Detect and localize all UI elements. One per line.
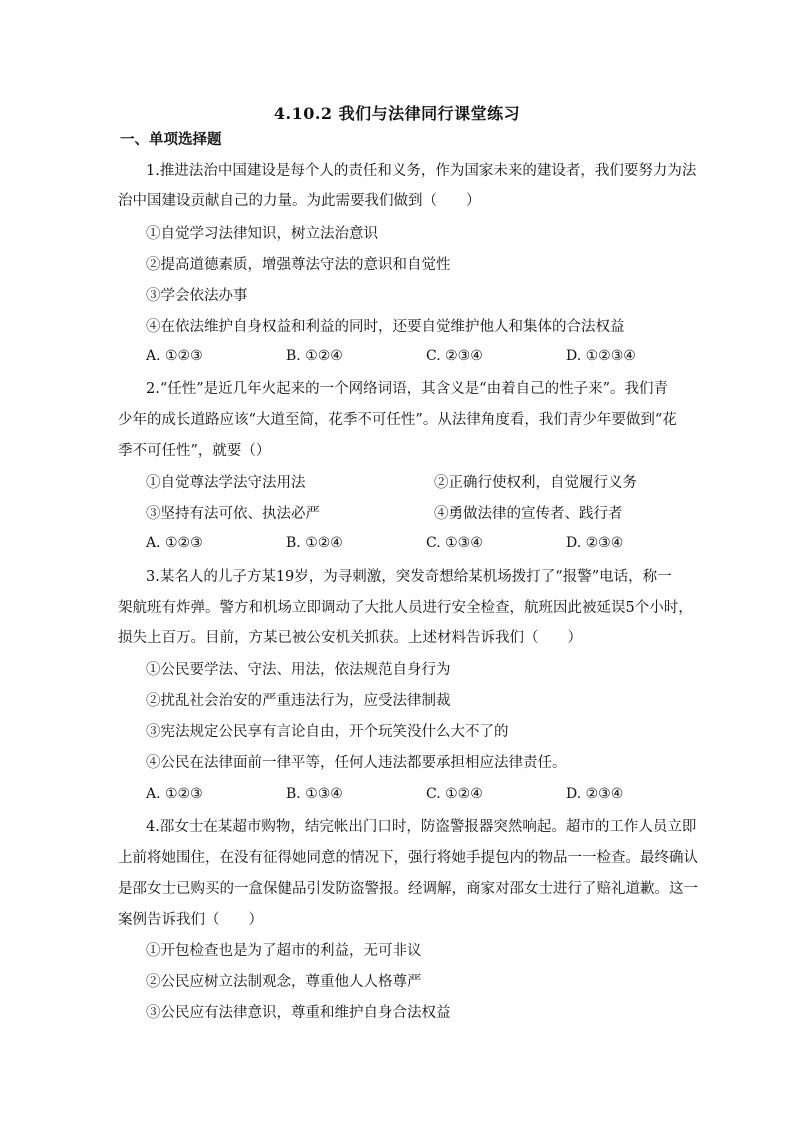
question-2-option-1: ①自觉尊法学法守法用法 [146, 475, 306, 491]
question-4-option-3: ③公民应有法律意识，尊重和维护自身合法权益 [146, 1005, 451, 1021]
question-2-text-cont-2: 季不可任性”，就要（） [118, 443, 271, 459]
answer-d: D. ①②③④ [566, 348, 636, 364]
question-4-text-cont-3: 案例告诉我们（ ） [118, 912, 263, 928]
question-1-answers [146, 348, 666, 368]
question-2-option-2: ②正确行使权利，自觉履行义务 [434, 475, 637, 491]
question-3-text-cont-1: 架航班有炸弹。警方和机场立即调动了大批人员进行安全检查，航班因此被延误5个小时， [118, 600, 693, 616]
question-3-text: 3.某名人的儿子方某19岁，为寻刺激，突发奇想给某机场拨打了“报警”电话，称一 [146, 569, 672, 585]
question-2-option-4: ④勇做法律的宣传者、践行者 [434, 506, 623, 522]
answer-a: A. ①②③ [146, 348, 203, 364]
question-1-option-2: ②提高道德素质，增强尊法守法的意识和自觉性 [146, 257, 451, 273]
question-3-option-4: ④公民在法律面前一律平等，任何人违法都要承担相应法律责任。 [146, 755, 567, 771]
answer-a: A. ①②③ [146, 786, 203, 802]
question-1-text: 1.推进法治中国建设是每个人的责任和义务，作为国家未来的建设者，我们要努力为法 [146, 163, 697, 179]
answer-b: B. ①②④ [286, 348, 343, 364]
question-3-option-3: ③宪法规定公民享有言论自由，开个玩笑没什么大不了的 [146, 724, 509, 740]
answer-b: B. ①③④ [286, 786, 343, 802]
question-3-text-cont-2: 损失上百万。目前，方某已被公安机关抓获。上述材料告诉我们（ ） [118, 630, 582, 646]
answer-c: C. ①③④ [426, 535, 483, 551]
page-title: 4.10.2 我们与法律同行课堂练习 [273, 104, 521, 123]
question-3-option-1: ①公民要学法、守法、用法，依法规范自身行为 [146, 662, 451, 678]
answer-c: C. ①②④ [426, 786, 483, 802]
question-4-text-cont-2: 是邵女士已购买的一盒保健品引发防盗警报。经调解，商家对邵女士进行了赔礼道歉。这一 [118, 881, 698, 897]
question-3-option-2: ②扰乱社会治安的严重违法行为，应受法律制裁 [146, 693, 451, 709]
answer-b: B. ①②④ [286, 535, 343, 551]
question-1-text-cont: 治中国建设贡献自己的力量。为此需要我们做到（ ） [118, 193, 481, 209]
question-1-option-3: ③学会依法办事 [146, 288, 248, 304]
question-1-option-1: ①自觉学习法律知识，树立法治意识 [146, 226, 378, 242]
question-4-text-cont-1: 上前将她围住，在没有征得她同意的情况下，强行将她手提包内的物品一一检查。最终确认 [118, 850, 698, 866]
answer-c: C. ②③④ [426, 348, 483, 364]
question-2-text-cont-1: 少年的成长道路应该“大道至简，花季不可任性”。从法律角度看，我们青少年要做到“花 [118, 412, 677, 428]
answer-a: A. ①②③ [146, 535, 203, 551]
answer-d: D. ②③④ [566, 786, 624, 802]
question-1-option-4: ④在依法维护自身权益和利益的同时，还要自觉维护他人和集体的合法权益 [146, 319, 625, 335]
answer-d: D. ②③④ [566, 535, 624, 551]
question-2-option-3: ③坚持有法可依、执法必严 [146, 506, 320, 522]
section-heading: 一、单项选择题 [120, 131, 222, 148]
question-4-text: 4.邵女士在某超市购物，结完帐出门口时，防盗警报器突然响起。超市的工作人员立即 [146, 819, 697, 835]
question-2-answers [146, 535, 666, 555]
question-3-answers [146, 786, 666, 806]
question-4-option-1: ①开包检查也是为了超市的利益，无可非议 [146, 943, 422, 959]
question-4-option-2: ②公民应树立法制观念，尊重他人人格尊严 [146, 974, 422, 990]
question-2-text: 2.“任性”是近几年火起来的一个网络词语，其含义是“由着自己的性子来”。我们青 [146, 381, 668, 397]
